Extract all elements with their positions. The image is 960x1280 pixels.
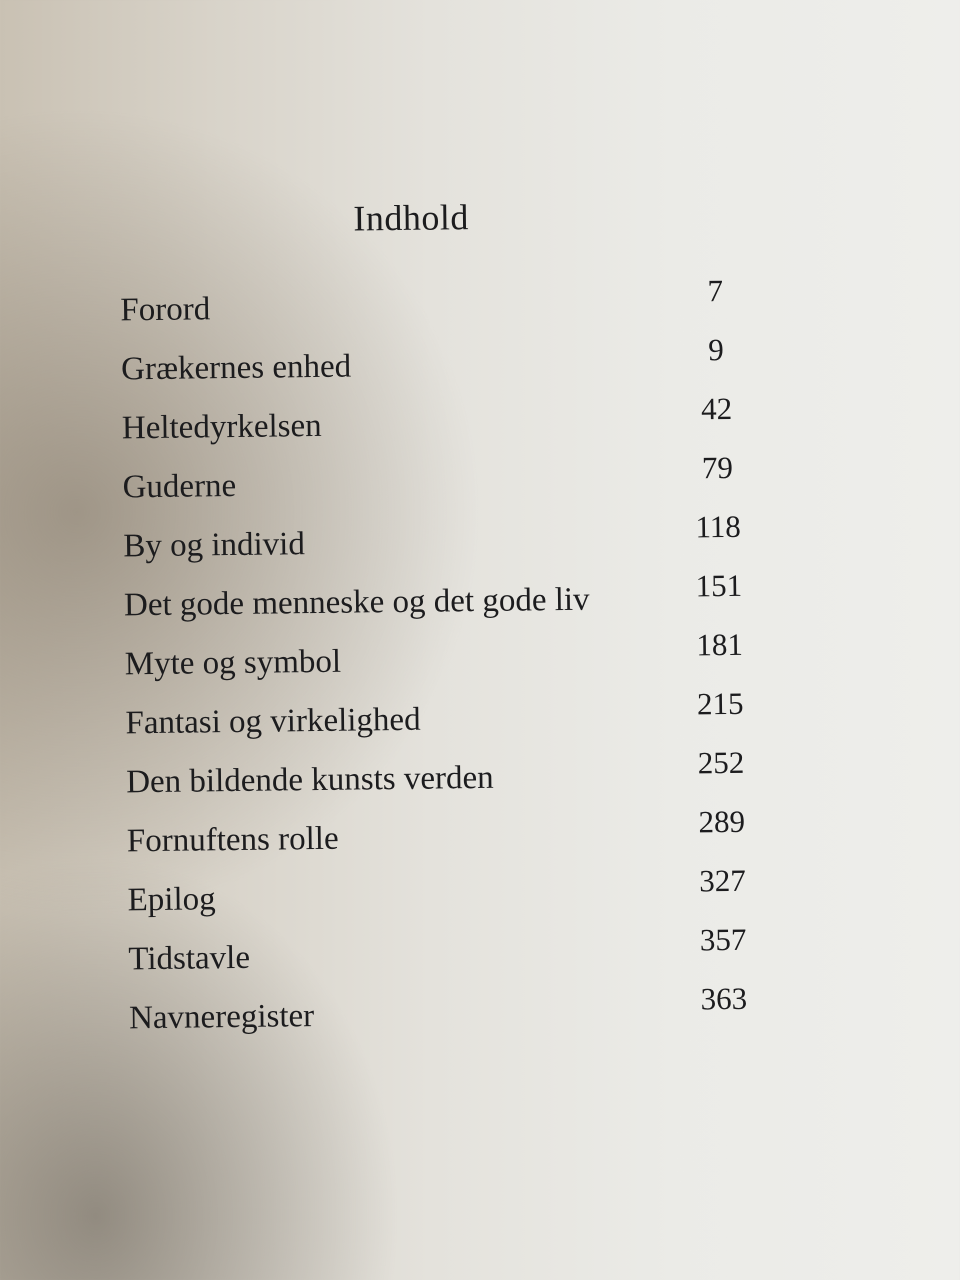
toc-entry-label: Heltedyrkelsen xyxy=(121,407,322,447)
toc-entry-page: 118 xyxy=(695,508,742,545)
toc-entry-page: 327 xyxy=(698,862,746,899)
toc-entry-label: By og individ xyxy=(123,526,306,565)
toc-entry-label: Navneregister xyxy=(128,998,315,1037)
toc-entry xyxy=(128,980,780,1053)
toc-list xyxy=(120,273,779,1053)
toc-entry-page: 79 xyxy=(701,449,734,486)
toc-entry-page: 252 xyxy=(697,744,745,781)
toc-entry-label: Tidstavle xyxy=(128,939,251,978)
toc-entry-page: 215 xyxy=(696,685,744,722)
toc-entry-label: Det gode menneske og det gode liv xyxy=(123,581,590,624)
toc-entry-label: Guderne xyxy=(122,467,237,506)
toc-entry-page: 9 xyxy=(707,332,724,368)
toc-entry-page: 357 xyxy=(699,921,747,958)
toc-title: Indhold xyxy=(353,197,470,239)
toc-entry-label: Forord xyxy=(120,291,211,329)
toc-entry-label: Fornuftens rolle xyxy=(126,820,339,860)
toc-entry-label: Epilog xyxy=(127,881,216,919)
toc-entry-page: 42 xyxy=(700,390,733,427)
toc-entry-label: Grækernes enhed xyxy=(120,348,352,388)
toc-entry-page: 151 xyxy=(695,567,743,604)
toc-entry-label: Myte og symbol xyxy=(124,643,342,683)
toc-entry-label: Fantasi og virkelighed xyxy=(125,701,421,742)
toc-entry-page: 181 xyxy=(696,626,744,663)
toc-entry-page: 363 xyxy=(700,980,748,1017)
toc-entry-page: 7 xyxy=(707,273,724,309)
toc-entry-page: 289 xyxy=(698,803,746,840)
toc-entry-label: Den bildende kunsts verden xyxy=(125,759,494,801)
